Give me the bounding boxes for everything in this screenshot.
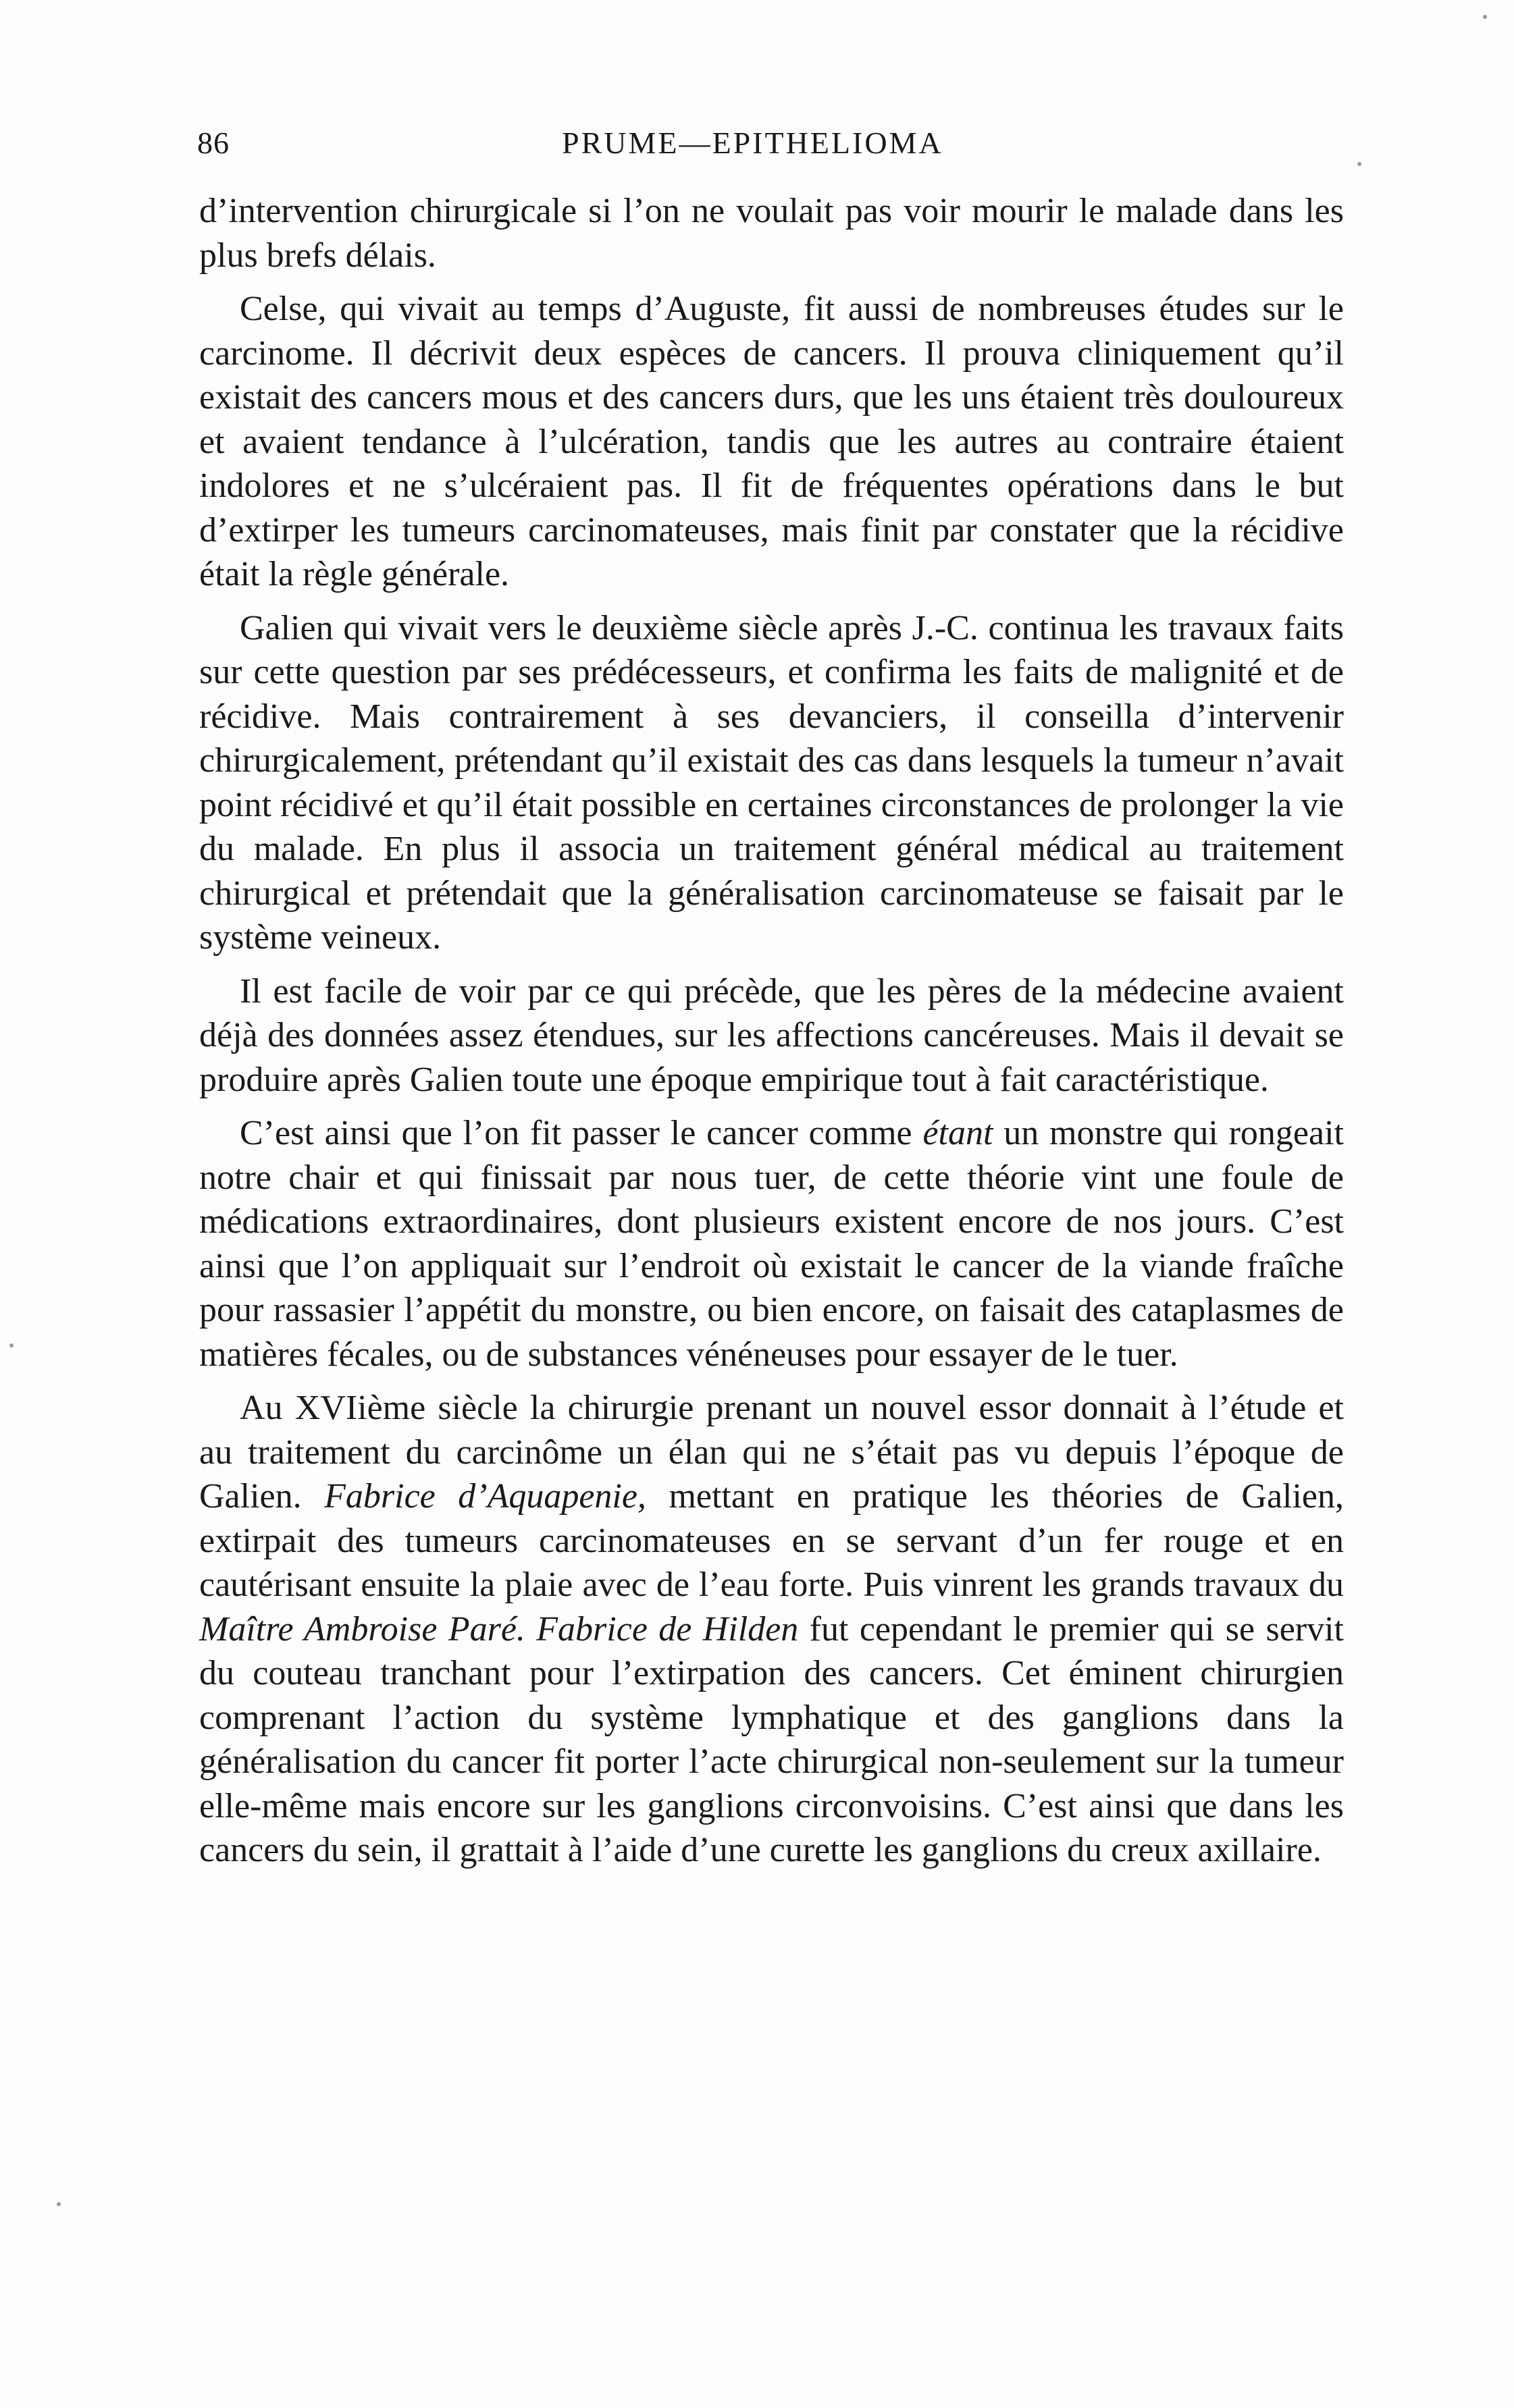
scan-speck [9,1343,14,1347]
running-head: PRUME—EPITHELIOMA [562,126,943,160]
scan-speck [57,2202,61,2206]
scan-speck [1357,162,1361,166]
text-run: fut cependant le premier qui se servit du couteau tranchant pour l’extirpation des cancers. Cet éminent chirurgien comprenant l’action du système lymphatique et des ganglions dans la généralisation du cancer fit porter l’acte chirurgical non-seulement sur la tumeur elle-même mais encore sur les ganglions circonvoisins. C’est ainsi que dans les cancers du sein, il grattait à l’aide d’une curette les ganglions du creux axillaire. [199,1609,1345,1869]
italic-text: Fabrice de Hilden [536,1609,799,1649]
text-run: d’intervention chirurgicale si l’on ne voulait pas voir mourir le malade dans les plus brefs délais. [199,192,1344,275]
page-number: 86 [197,126,230,160]
paragraph [199,287,1344,597]
text-run: Galien qui vivait vers le deuxième siècle après J.-C. continua les travaux faits sur cette question par ses prédécesseurs, et confirma les faits de malignité et de récidive. Mais contrairement à ses devanciers, il conseilla d’intervenir chirurgicalement, prétendant qu’il existait des cas dans lesquels la tumeur n’avait point récidivé et qu’il était possible en certaines circonstances de prolonger la vie du malade. En plus il associa un traitement général médical au traitement chirurgical et prétendait que la généralisation carcinomateuse se faisait par le système veineux. [199,608,1344,957]
text-run: Il est facile de voir par ce qui précède, que les pères de la médecine avaient déjà des données assez étendues, sur les affections cancéreuses. Mais il devait se produire après Galien toute une époque empirique tout à fait caractéristique. [199,971,1344,1099]
paragraph [199,606,1344,960]
text-run: Celse, qui vivait au temps d’Auguste, fit aussi de nombreuses études sur le carcinome. Il décrivit deux espèces de cancers. Il prouva cliniquement qu’il existait des cancers mous et des cancers durs, que les uns étaient très douloureux et avaient tendance à l’ulcération, tandis que les autres au contraire étaient indolores et ne s’ulcéraient pas. Il fit de fréquentes opérations dans le but d’extirper les tumeurs carcinomateuses, mais finit par constater que la récidive était la règle générale. [199,290,1344,593]
text-run: un monstre qui rongeait notre chair et qui finissait par nous tuer, de cette théorie vint une foule de médications extraordinaires, dont plusieurs existent encore de nos jours. C’est ainsi que l’on appliquait sur l’endroit où existait le cancer de la viande fraîche pour rassasier l’appétit du monstre, ou bien encore, on faisait des cataplasmes de matières fécales, ou de substances vénéneuses pour essayer de le tuer. [199,1114,1344,1374]
scan-speck [1483,15,1487,19]
text-run: Au XVIième siècle la chirurgie prenant un nouvel essor donnait à l’étude et au traitement du carcinôme un élan qui ne s’était pas vu depuis l’époque de Galien. [199,1389,1344,1516]
text-run: C’est ainsi que l’on fit passer le cancer comme [240,1114,923,1152]
body-text [199,189,1344,1873]
paragraph [199,1111,1344,1376]
text-run: mettant en pratique les théories de Galien, extirpait des tumeurs carcinomateuses en se servant d’un fer rouge et en cautérisant ensuite la plaie avec de l’eau forte. Puis vinrent les grands travaux du [199,1477,1344,1604]
italic-text: Maître Ambroise Paré. [199,1609,525,1649]
paragraph [199,969,1344,1102]
italic-text: Fabrice d’Aquapenie, [324,1477,646,1516]
italic-text: étant [922,1114,993,1152]
paragraph [199,189,1344,277]
paragraph [199,1386,1344,1873]
page-header [197,125,1345,172]
text-run [525,1610,536,1649]
